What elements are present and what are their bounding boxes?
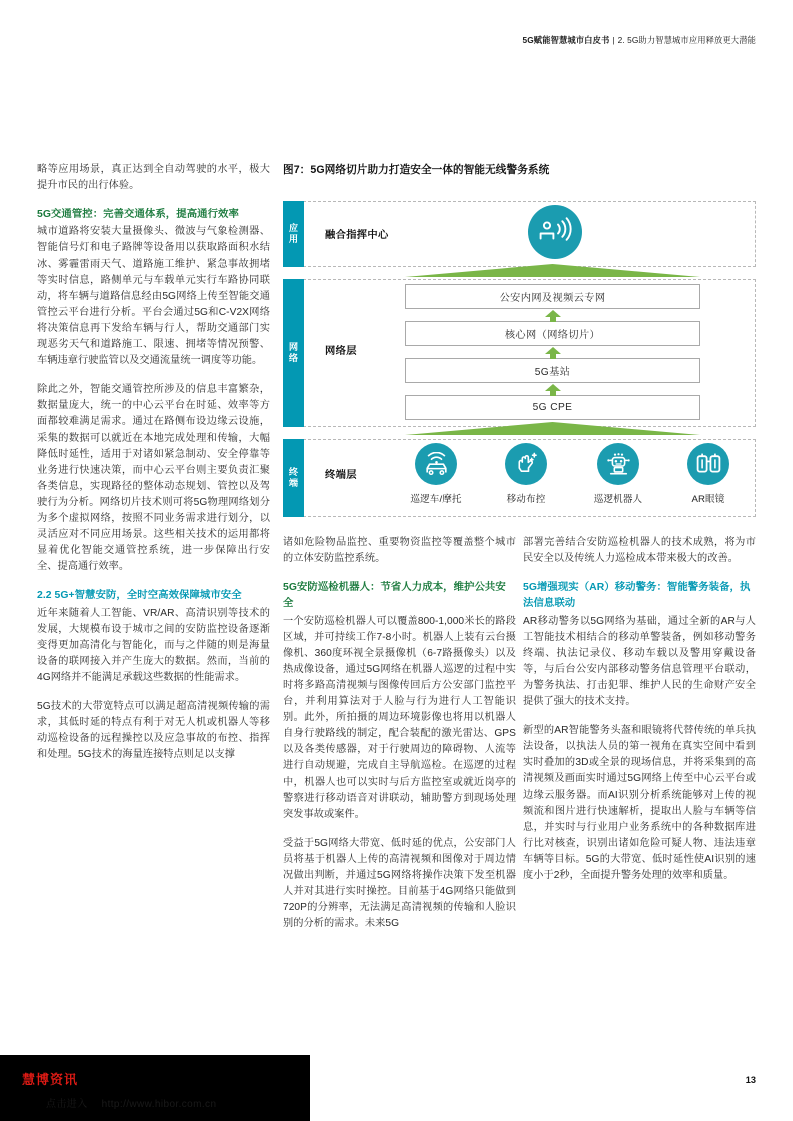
heading-5g-ar-mobile-policing: 5G增强现实（AR）移动警务：智能警务装备，执法信息联动 (523, 582, 751, 610)
watermark-url: http://www.hibor.com.cn (101, 1099, 217, 1110)
layer-label-terminal: 终端层 (325, 470, 357, 481)
layer-label-command-center: 融合指挥中心 (325, 230, 389, 241)
terminal-patrol-robot (587, 443, 649, 505)
terminal-mobile-deployment (495, 443, 557, 505)
header-doc-title: 5G赋能智慧城市白皮书 (522, 35, 610, 45)
chevron-terminal-to-network (405, 422, 700, 435)
patrol-car-icon (415, 443, 457, 485)
network-box-5g-cpe: 5G CPE (405, 395, 700, 420)
column-right (523, 535, 756, 884)
paragraph-mid-top: 诸如危险物品监控、重要物资监控等覆盖整个城市的立体安防监控系统。 (283, 537, 516, 565)
figure-7 (283, 162, 756, 519)
tab-network-label: 网络 (288, 341, 299, 363)
terminal-ar-glasses (677, 443, 739, 505)
page-header (523, 34, 756, 46)
up-arrow-icon-1 (545, 309, 561, 321)
figure-diagram (283, 194, 756, 519)
paragraph-intro: 略等应用场景，真正达到全自动驾驶的水平，极大提升市民的出行体验。 (37, 164, 270, 192)
network-box-core-network: 核心网（网络切片） (405, 321, 700, 346)
up-arrow-icon-2 (545, 346, 561, 358)
patrol-robot-icon (597, 443, 639, 485)
column-middle (283, 535, 516, 932)
watermark-banner (0, 1055, 310, 1121)
up-arrow-icon-3 (545, 383, 561, 395)
ar-glasses-icon (687, 443, 729, 485)
header-section: 2. 5G助力智慧城市应用释放更大潜能 (617, 35, 756, 45)
watermark-link[interactable] (46, 1095, 216, 1110)
paragraph-security-2: 5G技术的大带宽特点可以满足超高清视频传输的需求，其低时延的特点有利于对无人机或机器人等移动巡检设备的远程操控以及应急事故的布控、指挥和处理。5G技术的海量连接特点则足以支撑 (37, 701, 270, 761)
paragraph-security-1: 近年来随着人工智能、VR/AR、高清识别等技术的发展，大规模布设于城市之间的安防监控设备逐渐变得更加高清化与智能化，而与之伴随的则是海量设备的联网接入并产生庞大的数据。然而，当前的4G网络并不能满足承载这些数据的性能需求。 (37, 607, 270, 683)
terminal-label-patrol-robot: 巡逻机器人 (593, 494, 643, 505)
column-left (37, 162, 270, 763)
terminal-patrol-car (405, 443, 467, 505)
tab-application (283, 201, 304, 267)
mobile-deployment-hand-icon (505, 443, 547, 485)
layer-label-network: 网络层 (325, 346, 357, 357)
paragraph-robot-2: 受益于5G网络大带宽、低时延的优点，公安部门人员将基于机器人上传的高清视频和图像对于周边情况做出判断，并通过5G网络将操作决策下发至机器人并对其进行实时操控。目前基于4G网络只能做到720P的分辨率，无法满足高清视频的传输和人脸识别的分析的需求。未来5G (283, 837, 516, 930)
paragraph-traffic-2: 除此之外，智能交通管控所涉及的信息丰富繁杂，数据量庞大，统一的中心云平台在时延、效率等方面都较难满足需求。通过在路侧布设边缘云设施，采集的数据可以就近在本地完成处理和传输，大幅降低时延性，适用于对诸如紧急制动、安全停靠等业务进行快速决策，而中心云平台则主要负责汇聚各类信息，实现路径的整体动态规划、管控以及驾驶行为分析。网络切片技术则可将5G物理网络划分为多个虚拟网络，按照不同业务需求进行划分，以灵活应对不同应用场景。这些相关技术的运用都将显着优化智能交通管控系统，进一步保障出行安全、提高通行效率。 (37, 384, 270, 573)
paragraph-traffic-1: 城市道路将安装大量摄像头、微波与气象检测器、智能信号灯和电子路牌等设备用以获取路面积水结冰、雾霾雷雨天气、道路施工维护、紧急事故拥堵等实时信息，路侧单元与车载单元实行车路协同联动，将车辆与道路信息经由5G网络上传至智能交通管控云平台进行分析。平台会通过5G和C-V2X网络将决策信息再下发给车辆与行人，帮助交通部门实现恶劣天气和道路施工、限速、拥堵等情况预警、车辆违章行驶监管以及交通流量统一调度等功能。 (37, 226, 270, 367)
paragraph-right-top: 部署完善结合安防巡检机器人的技术成熟，将为市民安全以及传统人力巡检成本带来极大的改善。 (523, 537, 756, 565)
network-box-5g-base-station: 5G基站 (405, 358, 700, 383)
tab-network (283, 279, 304, 427)
heading-5g-traffic-control: 5G交通管控：完善交通体系，提高通行效率 (37, 209, 239, 221)
chevron-app-to-network (405, 264, 700, 277)
terminal-label-patrol-car: 巡逻车/摩托 (410, 494, 462, 505)
heading-5g-security-robot: 5G安防巡检机器人：节省人力成本，维护公共安全 (283, 582, 506, 610)
command-center-icon (528, 205, 582, 259)
figure-title: 图7：5G网络切片助力打造安全一体的智能无线警务系统 (283, 164, 550, 176)
paragraph-robot-1: 一个安防巡检机器人可以覆盖800-1,000米长的路段区域，并可持续工作7-8小时。机器人上装有云台摄像机、360度环视全景摄像机（6-7路摄像头）以及热成像设备，通过5G网络在机器人巡逻的过程中实时将多路高清视频与图像传回后方公安部门监控平台，并利用算法对于人脸与行为进行人工智能识别。此外，所拍摄的周边环境影像也将用以机器人自身行驶路线的制定，配合装配的激光雷达、GPS以及各类传感器，对于行驶周边的障碍物、人流等进行自动规避，完成自主导航巡检。在巡逻的过程中，机器人也可以实时与后方监控室或就近岗亭的警察进行移动语音对讲联动，辅助警方到现场处理突发事故或案件。 (283, 615, 516, 820)
paragraph-ar-2: 新型的AR智能警务头盔和眼镜将代替传统的单兵执法设备，以执法人员的第一视角在真实空间中看到实时叠加的3D或全景的现场信息，并将采集到的高清视频及画面实时通过5G网络上传至中心云平台或边缘云服务器。而AI识别分析系统能够对上传的视频流和图片进行快速解析，提取出人脸与车辆等信息，并实时与行业用户业务系统中的各种数据库进行比对核查，识别出诸如危险可疑人物、违法违章车辆等目标。5G的大带宽、低时延性使AI识别的速度小于2秒，全面提升警务处理的效率和质量。 (523, 725, 756, 881)
page-number: 13 (745, 1075, 756, 1085)
header-separator: | (612, 35, 615, 45)
heading-2-2-smart-security: 2.2 5G+智慧安防，全时空高效保障城市安全 (37, 590, 242, 602)
network-box-police-intranet: 公安内网及视频云专网 (405, 284, 700, 309)
tab-application-label: 应用 (288, 222, 299, 244)
tab-terminal-label: 终端 (288, 466, 299, 488)
watermark-brand: 慧博资讯 (22, 1072, 79, 1087)
terminal-label-ar-glasses: AR眼镜 (691, 494, 725, 505)
paragraph-ar-1: AR移动警务以5G网络为基础，通过全新的AR与人工智能技术相结合的移动单警装备，例如移动警务终端、执法记录仪、移动车载以及警用穿戴设备等，与后台公安内部移动警务信息管理平台联动，为警务执法、打击犯罪、维护人民的生命财产安全提供了强大的技术支持。 (523, 615, 756, 708)
tab-terminal (283, 439, 304, 517)
terminal-label-mobile-deployment: 移动布控 (506, 494, 546, 505)
watermark-cta: 点击进入 (46, 1099, 88, 1110)
